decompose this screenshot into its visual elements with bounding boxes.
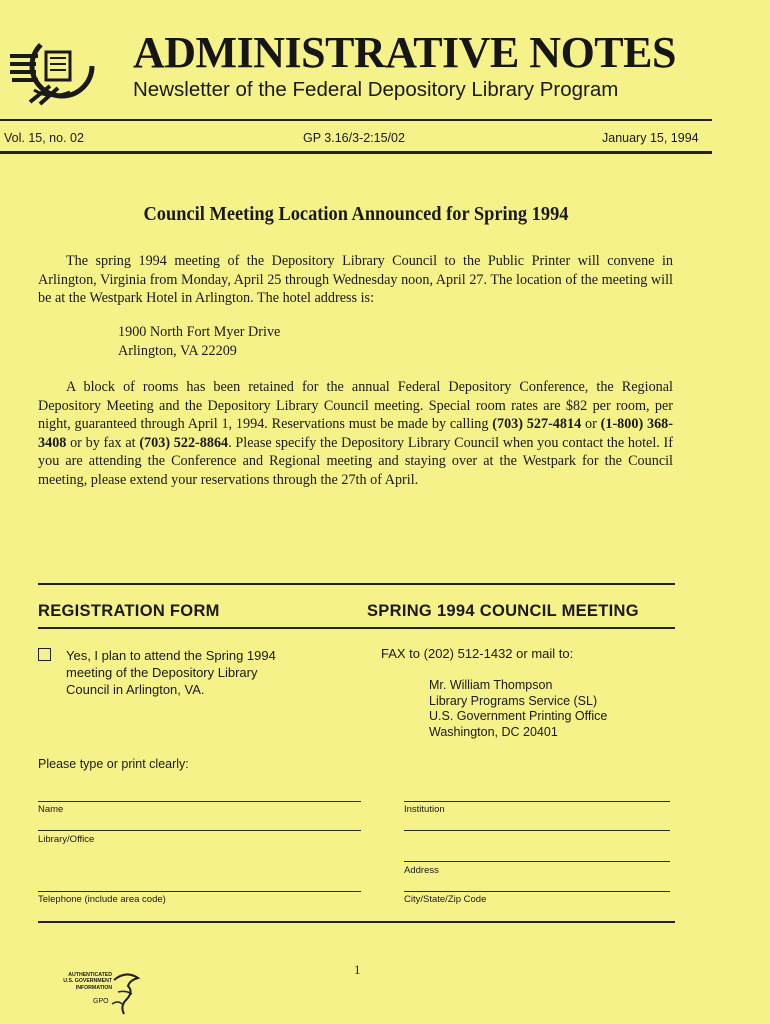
mail-address-line: U.S. Government Printing Office bbox=[429, 709, 608, 723]
newsletter-title: ADMINISTRATIVE NOTES bbox=[133, 28, 676, 77]
page-number: 1 bbox=[354, 962, 361, 977]
phone-number: (1-800) 368-3408 bbox=[38, 416, 673, 451]
paragraph-text: A block of rooms has been retained for the annual Federal Depository Conference, the Regional Depository Meeting and the Depository Library Council meeting. Special room rates are $82 per room, per night, guaranteed through April 1, 1994. Reservations must be made by calling bbox=[38, 379, 673, 433]
mail-address-line: Mr. William Thompson bbox=[429, 678, 553, 692]
form-top-rule bbox=[38, 583, 675, 585]
library-office-field[interactable] bbox=[38, 830, 361, 831]
fdlp-logo-icon bbox=[10, 30, 96, 108]
issue-date: January 15, 1994 bbox=[602, 131, 699, 145]
fax-number: (703) 522-8864 bbox=[139, 434, 229, 451]
article-headline: Council Meeting Location Announced for Spring 1994 bbox=[143, 203, 569, 225]
authentication-seal-text bbox=[50, 972, 112, 991]
institution-label: Institution bbox=[404, 804, 445, 815]
phone-number: (703) 527-4814 bbox=[492, 416, 582, 433]
form-header-rule bbox=[38, 627, 675, 629]
registration-form-title: REGISTRATION FORM bbox=[38, 602, 220, 620]
mail-address-line: Washington, DC 20401 bbox=[429, 725, 558, 739]
hotel-address-city: Arlington, VA 22209 bbox=[118, 343, 237, 359]
fax-instructions: FAX to (202) 512-1432 or mail to: bbox=[381, 646, 574, 661]
form-bottom-rule bbox=[38, 921, 675, 923]
address-field[interactable] bbox=[404, 861, 670, 862]
paragraph-text: or by fax at bbox=[66, 434, 140, 451]
attend-checkbox-label: meeting of the Depository Library bbox=[66, 665, 258, 680]
info-rule bbox=[0, 151, 712, 154]
article-paragraph bbox=[38, 378, 673, 490]
name-label: Name bbox=[38, 804, 64, 815]
volume-number: Vol. 15, no. 02 bbox=[4, 131, 84, 145]
gpo-eagle-icon bbox=[108, 970, 144, 1016]
masthead-rule bbox=[0, 119, 712, 121]
hotel-address-street: 1900 North Fort Myer Drive bbox=[118, 324, 281, 340]
gp-number: GP 3.16/3-2:15/02 bbox=[303, 131, 405, 145]
address-label: Address bbox=[404, 865, 439, 876]
seal-text-line: AUTHENTICATED bbox=[68, 972, 112, 978]
newsletter-subtitle: Newsletter of the Federal Depository Library Program bbox=[133, 78, 619, 101]
seal-text-line: INFORMATION bbox=[75, 984, 112, 991]
library-office-label: Library/Office bbox=[38, 834, 95, 845]
city-state-zip-label: City/State/Zip Code bbox=[404, 894, 487, 905]
mail-address-line: Library Programs Service (SL) bbox=[429, 694, 598, 708]
article-paragraph: The spring 1994 meeting of the Depository Library Council to the Public Printer will convene in Arlington, Virginia from Monday, April 25 through Wednesday noon, April 27. The location of the meeting will be at the Westpark Hotel in Arlington. The hotel address is: bbox=[38, 253, 673, 307]
institution-field[interactable] bbox=[404, 801, 670, 802]
institution-field-line2[interactable] bbox=[404, 830, 670, 831]
telephone-label: Telephone (include area code) bbox=[38, 894, 166, 905]
attend-checkbox-label: Yes, I plan to attend the Spring 1994 bbox=[66, 648, 276, 663]
form-instructions: Please type or print clearly: bbox=[38, 757, 189, 771]
attend-checkbox[interactable] bbox=[38, 648, 51, 661]
paragraph-text: or bbox=[581, 416, 601, 433]
gpo-label: GPO bbox=[93, 998, 109, 1005]
council-meeting-title: SPRING 1994 COUNCIL MEETING bbox=[367, 602, 639, 620]
name-field[interactable] bbox=[38, 801, 361, 802]
attend-checkbox-label: Council in Arlington, VA. bbox=[66, 682, 205, 697]
telephone-field[interactable] bbox=[38, 891, 361, 892]
paragraph-text: . Please specify the Depository Library Council when you contact the hotel. If you are attending the Conference and Regional meeting and staying over at the Westpark for the Council meeting, please extend your reservations through the 27th of April. bbox=[38, 434, 673, 488]
city-state-zip-field[interactable] bbox=[404, 891, 670, 892]
seal-text-line: U.S. GOVERNMENT bbox=[63, 978, 112, 985]
